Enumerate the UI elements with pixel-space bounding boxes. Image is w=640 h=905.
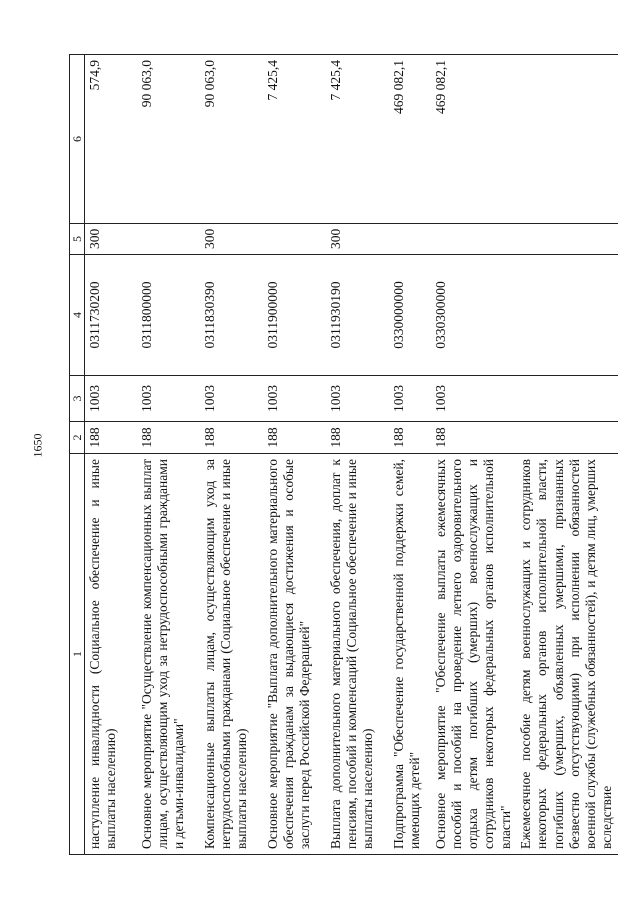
table-row bbox=[389, 55, 431, 855]
target-code: 0311800000 bbox=[137, 255, 200, 376]
section-code: 1003 bbox=[263, 376, 326, 422]
item-name: Выплата дополнительного материального обеспечения, доплат к пенсиям, пособий и компенсаций (Социальное обеспечение и иные выплаты населению) bbox=[326, 454, 389, 855]
item-name: Ежемесячное пособие детям военнослужащих и сотрудников некоторых федеральных органов исполнительной власти, погибших (умерших, объявленных умершими, признанных безвестно отсутствующими) при исполнении обязанностей военной службы (служебных обязанностей), и детям лиц, умерших вследствие bbox=[516, 454, 618, 855]
section-code: 1003 bbox=[137, 376, 200, 422]
ministry-code: 188 bbox=[326, 422, 389, 454]
target-code: 0330000000 bbox=[389, 255, 431, 376]
header-cell: 3 bbox=[70, 376, 85, 422]
table-row bbox=[263, 55, 326, 855]
expense-type-code: 300 bbox=[85, 224, 137, 255]
table-row bbox=[85, 55, 137, 855]
target-code: 0311930190 bbox=[326, 255, 389, 376]
section-code: 1003 bbox=[200, 376, 263, 422]
item-name: наступление инвалидности (Социальное обеспечение и иные выплаты населению) bbox=[85, 454, 137, 855]
amount: 90 063,0 bbox=[137, 55, 200, 224]
header-cell: 1 bbox=[70, 454, 85, 855]
amount: 574,9 bbox=[85, 55, 137, 224]
expense-type-code bbox=[431, 224, 516, 255]
target-code: 0311830390 bbox=[200, 255, 263, 376]
ministry-code: 188 bbox=[263, 422, 326, 454]
expense-type-code bbox=[137, 224, 200, 255]
target-code bbox=[516, 255, 618, 376]
amount: 90 063,0 bbox=[200, 55, 263, 224]
expense-type-code bbox=[389, 224, 431, 255]
target-code: 0330300000 bbox=[431, 255, 516, 376]
section-code: 1003 bbox=[431, 376, 516, 422]
amount: 469 082,1 bbox=[431, 55, 516, 224]
expense-type-code: 300 bbox=[326, 224, 389, 255]
table-row bbox=[516, 55, 618, 855]
header-cell: 5 bbox=[70, 224, 85, 255]
target-code: 0311900000 bbox=[263, 255, 326, 376]
target-code: 0311730200 bbox=[85, 255, 137, 376]
amount: 7 425,4 bbox=[263, 55, 326, 224]
ministry-code bbox=[516, 422, 618, 454]
expense-type-code bbox=[516, 224, 618, 255]
header-cell: 4 bbox=[70, 255, 85, 376]
expense-type-code: 300 bbox=[200, 224, 263, 255]
ministry-code: 188 bbox=[85, 422, 137, 454]
amount: 469 082,1 bbox=[389, 55, 431, 224]
header-cell: 2 bbox=[70, 422, 85, 454]
header-cell: 6 bbox=[70, 55, 85, 224]
item-name: Основное мероприятие "Обеспечение выплаты ежемесячных пособий и пособий на проведение летнего оздоровительного отдыха детям погибших (умерших) военнослужащих и сотрудников некоторых федеральных органов исполнительной власти" bbox=[431, 454, 516, 855]
ministry-code: 188 bbox=[389, 422, 431, 454]
budget-document bbox=[69, 55, 615, 855]
item-name: Подпрограмма "Обеспечение государственной поддержки семей, имеющих детей" bbox=[389, 454, 431, 855]
table-row bbox=[326, 55, 389, 855]
section-code: 1003 bbox=[85, 376, 137, 422]
ministry-code: 188 bbox=[431, 422, 516, 454]
table-row bbox=[200, 55, 263, 855]
section-code bbox=[516, 376, 618, 422]
page-number: 1650 bbox=[30, 433, 45, 458]
item-name: Основное мероприятие "Осуществление компенсационных выплат лицам, осуществляющим уход за нетрудоспособными гражданами и детьми-инвалидами" bbox=[137, 454, 200, 855]
amount: 7 425,4 bbox=[326, 55, 389, 224]
amount bbox=[516, 55, 618, 224]
expense-type-code bbox=[263, 224, 326, 255]
table-row bbox=[137, 55, 200, 855]
budget-table bbox=[69, 54, 618, 855]
section-code: 1003 bbox=[326, 376, 389, 422]
section-code: 1003 bbox=[389, 376, 431, 422]
item-name: Основное мероприятие "Выплата дополнительного материального обеспечения гражданам за выдающиеся достижения и особые заслуги перед Российской Федерацией" bbox=[263, 454, 326, 855]
ministry-code: 188 bbox=[200, 422, 263, 454]
header-row bbox=[70, 55, 85, 855]
item-name: Компенсационные выплаты лицам, осуществляющим уход за нетрудоспособными гражданами (Социальное обеспечение и иные выплаты населению) bbox=[200, 454, 263, 855]
ministry-code: 188 bbox=[137, 422, 200, 454]
table-row bbox=[431, 55, 516, 855]
